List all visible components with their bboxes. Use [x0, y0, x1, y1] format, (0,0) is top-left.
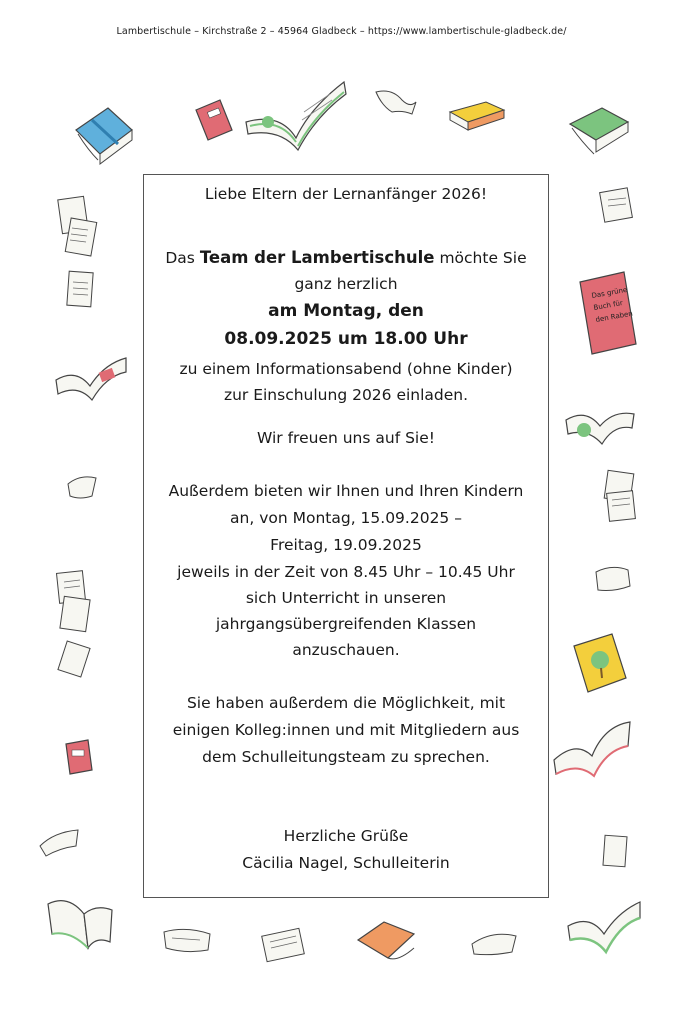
paper-sheet-illustration — [56, 640, 96, 680]
orange-book-illustration — [354, 918, 418, 966]
paper-sheet-illustration — [36, 826, 82, 860]
paper-stack-illustration — [52, 568, 96, 636]
paper-sheet-illustration — [64, 470, 100, 506]
open-book-illustration — [52, 350, 130, 410]
p3-line-1: Sie haben außerdem die Möglichkeit, mit — [186, 694, 506, 712]
svg-text:Buch für: Buch für — [592, 298, 624, 312]
open-book-illustration — [240, 72, 352, 156]
paper-sheet-illustration — [596, 184, 640, 228]
paper-sheet-illustration — [160, 924, 216, 958]
p3-line-3: dem Schulleitungsteam zu sprechen. — [202, 748, 490, 766]
green-open-book-illustration — [44, 890, 116, 956]
paper-sheet-illustration — [468, 926, 520, 960]
date-line-2: 08.09.2025 um 18.00 Uhr — [224, 329, 468, 349]
closing: Herzliche Grüße — [283, 827, 409, 845]
p2-line-3: Freitag, 19.09.2025 — [270, 536, 422, 554]
signature: Cäcilia Nagel, Schulleiterin — [242, 854, 450, 872]
paper-sheet-illustration — [258, 924, 310, 968]
intro-pre: Das — [165, 249, 195, 267]
green-book-illustration — [566, 102, 632, 158]
blue-book-illustration — [68, 100, 138, 170]
paper-sheet-illustration — [592, 562, 634, 596]
team-name: Team der Lambertischule — [199, 248, 435, 267]
green-open-book-illustration — [564, 896, 644, 960]
paper-stack-illustration — [600, 468, 640, 526]
letterhead-address: Lambertischule – Kirchstraße 2 – 45964 Gladbeck – https://www.lambertischule-gladbeck.de/ — [116, 26, 567, 37]
book-stack-illustration — [446, 96, 508, 136]
svg-text:den Raben: den Raben — [594, 309, 634, 324]
date-line-1: am Montag, den — [268, 301, 424, 321]
red-book-illustration — [190, 96, 238, 144]
line-einschulung: zur Einschulung 2026 einladen. — [223, 386, 469, 404]
intro-line — [143, 245, 549, 271]
p2-line-2: an, von Montag, 15.09.2025 – — [230, 509, 462, 527]
p2-line-6: jahrgangsübergreifenden Klassen — [215, 615, 477, 633]
book-cover-text: Das grüne — [590, 285, 628, 300]
paper-stack-illustration — [56, 192, 102, 264]
greeting: Liebe Eltern der Lernanfänger 2026! — [204, 185, 488, 203]
intro-post: möchte Sie — [439, 249, 527, 267]
freuen-line: Wir freuen uns auf Sie! — [257, 429, 435, 447]
p2-line-1: Außerdem bieten wir Ihnen und Ihren Kindern — [168, 482, 524, 500]
paper-sheet-illustration — [598, 832, 632, 872]
p2-line-5: sich Unterricht in unseren — [245, 589, 447, 607]
p3-line-2: einigen Kolleg:innen und mit Mitgliedern aus — [172, 721, 520, 739]
line-info: zu einem Informationsabend (ohne Kinder) — [179, 360, 513, 378]
line-herzlich: ganz herzlich — [294, 275, 398, 293]
paper-sheet-illustration — [64, 268, 98, 312]
yellow-book-illustration — [568, 632, 632, 698]
red-book-cover-illustration — [574, 270, 642, 358]
p2-line-7: anzuschauen. — [292, 641, 400, 659]
small-red-book-illustration — [62, 738, 96, 778]
open-book-illustration — [562, 400, 638, 456]
p2-line-4: jeweils in der Zeit von 8.45 Uhr – 10.45 Uhr — [177, 563, 515, 581]
open-book-illustration — [550, 716, 634, 786]
paper-sheet-illustration — [374, 86, 418, 116]
